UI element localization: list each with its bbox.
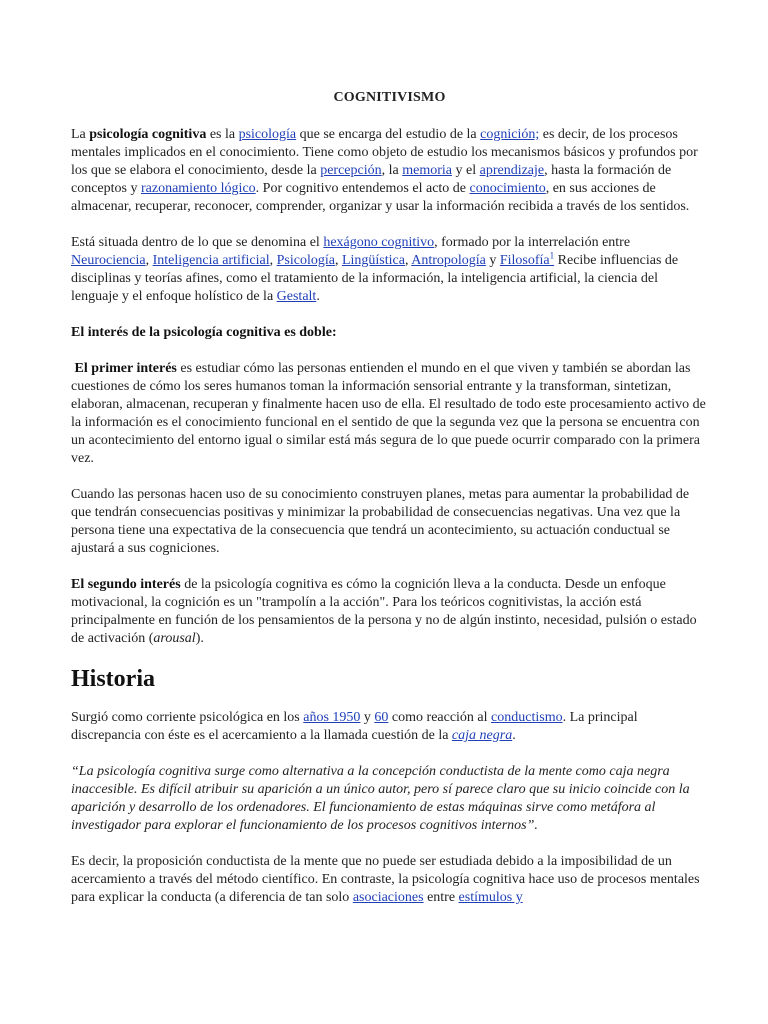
text-run: de la psicología cognitiva es cómo la cognición lleva a la conducta. Desde un enfoque motivacional, la cognición es un "trampolín a la acción". Para los teóricos cognitivistas, la acción está principalmente en función de los pensamientos de la persona y no de algún instinto, necesidad, pulsión o estado de activación ( <box>71 577 697 646</box>
link-neurociencia[interactable]: Neurociencia <box>71 253 146 268</box>
text-run: es estudiar cómo las personas entienden el mundo en el que viven y también se abordan las cuestiones de cómo los seres humanos toman la información sensorial entrante y la transforman, sintetizan, elaboran, almacenan, recuperan y finalmente hacen uso de ella. El resultado de todo este procesamiento activo de la información es el conocimiento funcional en el sentido de que la segunda vez que la persona se encuentra con un acontecimiento del entorno igual o similar está más segura de lo que puede ocurrir comparado con la primera vez. <box>71 361 706 466</box>
text-run: . Por cognitivo entendemos el acto de <box>255 181 470 196</box>
text-run: La <box>71 127 90 142</box>
link-psicologia[interactable]: psicología <box>238 127 297 142</box>
text-run: Es decir, la proposición conductista de la mente que no puede ser estudiada debido a la imposibilidad de un acercamiento a través del método científico. En contraste, la psicología cognitiva hace uso de procesos mentales para explicar la conducta (a diferencia de tan solo <box>71 854 700 905</box>
text-run: ). <box>195 631 204 646</box>
text-run: , <box>145 253 153 268</box>
text-run: Recibe influencias de disciplinas y teorías afines, como el tratamiento de la información, la inteligencia artificial, la ciencia del lenguaje y el enfoque holístico de la <box>71 253 679 304</box>
document-title: COGNITIVISMO <box>333 90 446 105</box>
text-run: . <box>316 289 320 304</box>
text-run: . <box>512 728 516 743</box>
text-run: , en sus acciones de almacenar, recuperar, reconocer, comprender, organizar y usar la información recibida a través de los sentidos. <box>71 181 690 214</box>
link-anos-1950[interactable]: años 1950 <box>303 710 361 725</box>
text-run: Surgió como corriente psicológica en los <box>71 710 304 725</box>
link-percepcion[interactable]: percepción <box>320 163 382 178</box>
text-run: y <box>360 710 375 725</box>
link-antropologia[interactable]: Antropología <box>411 253 486 268</box>
link-caja-negra[interactable]: caja negra <box>451 728 513 743</box>
link-60[interactable]: 60 <box>374 710 389 725</box>
quote-paragraph: “La psicología cognitiva surge como alternativa a la concepción conductista de la mente como caja negra inaccesible. Es difícil atribuir su aparición a un único autor, pero sí parece claro que su inicio coincide con la aparición y desarrollo de los ordenadores. El funcionamiento de estas máquinas sirve como metáfora al investigador para explorar el funcionamiento de los procesos cognitivos internos”. <box>71 764 690 833</box>
link-inteligencia-artificial[interactable]: Inteligencia artificial <box>152 253 270 268</box>
link-aprendizaje[interactable]: aprendizaje <box>479 163 545 178</box>
link-memoria[interactable]: memoria <box>402 163 452 178</box>
link-filosofia[interactable]: Filosofía <box>499 253 550 268</box>
text-run: , la <box>381 163 403 178</box>
bold-term: El segundo interés <box>71 577 181 592</box>
link-asociaciones[interactable]: asociaciones <box>352 890 424 905</box>
italic-term: arousal <box>153 631 196 646</box>
intro-paragraph <box>71 126 707 216</box>
link-linguistica[interactable]: Lingüística <box>341 253 405 268</box>
text-run: , <box>404 253 412 268</box>
text-run: como reacción al <box>388 710 492 725</box>
plans-paragraph: Cuando las personas hacen uso de su conocimiento construyen planes, metas para aumentar la probabilidad de que tendrán consecuencias positivas y minimizar la probabilidad de consecuencias negativas. Una vez que la persona tiene una expectativa de la consecuencia que tendrá un acontecimiento, su actuación conductual se ajustará a sus cogniciones. <box>71 487 690 556</box>
text-run: y <box>485 253 500 268</box>
link-hexagono-cognitivo[interactable]: hexágono cognitivo <box>323 235 435 250</box>
second-interest-paragraph <box>71 576 707 648</box>
text-run: . La principal discrepancia con éste es el acercamiento a la llamada cuestión de la <box>71 710 638 743</box>
text-run: Está situada dentro de lo que se denomina el <box>71 235 324 250</box>
history-paragraph <box>71 709 707 745</box>
section-heading-historia: Historia <box>71 666 155 692</box>
text-run: que se encarga del estudio de la <box>296 127 481 142</box>
bold-heading: El interés de la psicología cognitiva es doble: <box>71 325 337 340</box>
bold-term: psicología cognitiva <box>89 127 207 142</box>
text-run: , <box>269 253 277 268</box>
text-run: , formado por la interrelación entre <box>434 235 631 250</box>
link-conocimiento[interactable]: conocimiento <box>469 181 546 196</box>
link-psicologia-2[interactable]: Psicología <box>276 253 335 268</box>
first-interest-paragraph <box>71 360 707 468</box>
link-razonamiento-logico[interactable]: razonamiento lógico <box>140 181 256 196</box>
link-gestalt[interactable]: Gestalt <box>276 289 317 304</box>
text-run: es la <box>206 127 239 142</box>
text-run: y el <box>452 163 480 178</box>
text-run: entre <box>423 890 459 905</box>
text-run: , <box>334 253 342 268</box>
link-estimulos[interactable]: estímulos y <box>458 890 523 905</box>
bold-term: El primer interés <box>74 361 177 376</box>
text-run: , hasta la formación de conceptos y <box>71 163 672 196</box>
footnote-marker: 1 <box>549 250 555 261</box>
text-run: es decir, de los procesos mentales implicados en el conocimiento. Tiene como objeto de estudio los mecanismos básicos y profundos por los que se elabora el conocimiento, desde la <box>71 127 698 178</box>
conclusion-paragraph <box>71 853 707 907</box>
link-cognicion[interactable]: cognición; <box>480 127 540 142</box>
link-conductismo[interactable]: conductismo <box>491 710 563 725</box>
hexagon-paragraph <box>71 234 707 306</box>
interest-heading <box>71 324 707 342</box>
